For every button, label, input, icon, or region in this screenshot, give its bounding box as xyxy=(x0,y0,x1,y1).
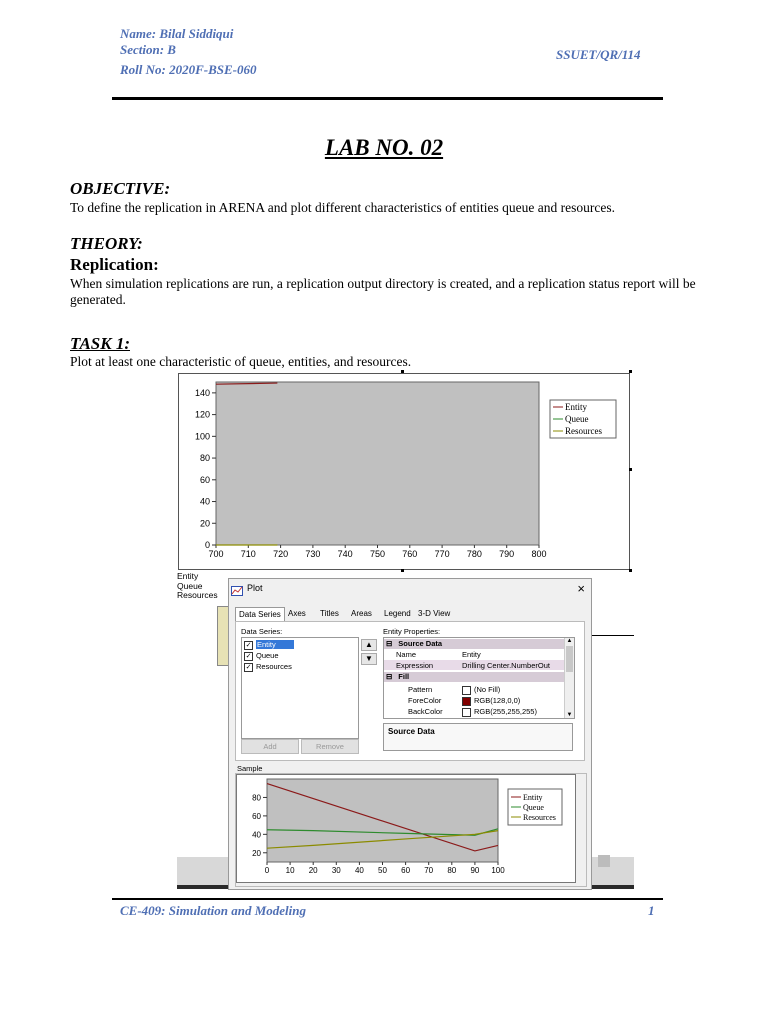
footer-rule xyxy=(112,898,663,900)
x-tick-label: 770 xyxy=(434,549,450,559)
side-label: Entity xyxy=(177,571,199,581)
legend-label: Entity xyxy=(565,402,587,412)
y-tick-label: 0 xyxy=(204,540,210,550)
x-tick-label: 20 xyxy=(308,866,318,875)
x-tick-label: 0 xyxy=(264,866,270,875)
series-item-resources[interactable]: ✓ Resources xyxy=(245,662,292,671)
legend-label: Queue xyxy=(565,414,589,424)
objective-heading: OBJECTIVE: xyxy=(70,179,171,198)
side-label-list xyxy=(177,572,218,601)
resize-handle[interactable] xyxy=(401,569,404,572)
x-tick-label: 760 xyxy=(402,549,418,559)
student-roll: Roll No: 2020F-BSE-060 xyxy=(120,62,257,77)
side-label: Queue xyxy=(177,580,203,591)
x-tick-label: 100 xyxy=(491,866,505,875)
sample-chart xyxy=(236,774,577,884)
swatch-icon xyxy=(462,697,471,706)
tab-3d-view[interactable]: 3-D View xyxy=(418,609,451,618)
description-title: Source Data xyxy=(388,727,435,736)
page-title: LAB NO. 02 xyxy=(324,135,444,160)
expression-value[interactable]: Drilling Center.NumberOut xyxy=(462,661,550,670)
side-label: Resources xyxy=(177,590,218,600)
pattern-label: Pattern xyxy=(408,685,433,694)
swatch-icon xyxy=(462,708,471,717)
backcolor-label: BackColor xyxy=(408,707,443,716)
pattern-value[interactable]: (No Fill) xyxy=(462,685,500,695)
scroll-up-icon: ▲ xyxy=(566,638,573,644)
group-fill[interactable]: ⊟ Fill xyxy=(384,672,564,682)
remove-button[interactable]: Remove xyxy=(301,739,359,754)
resize-handle[interactable] xyxy=(629,370,632,373)
x-tick-label: 740 xyxy=(337,549,353,559)
legend-label: Queue xyxy=(523,803,544,812)
theory-text-line1: When simulation replications are run, a replication output directory is created, and a replication status report will be xyxy=(70,276,696,291)
theory-text-line2: generated. xyxy=(70,292,126,307)
data-series-label: Data Series: xyxy=(241,627,283,636)
property-scrollbar[interactable] xyxy=(564,638,574,718)
y-tick-label: 60 xyxy=(252,811,261,821)
objective-text: To define the replication in ARENA and plot different characteristics of entities queue and resources. xyxy=(70,200,615,215)
checkbox-checked-icon[interactable]: ✓ xyxy=(245,641,252,649)
dialog-title: Plot xyxy=(247,583,263,593)
expression-label: Expression xyxy=(396,661,434,670)
y-tick-label: 20 xyxy=(199,518,210,529)
plot-app-icon xyxy=(231,583,243,593)
series-item-queue[interactable]: ✓ Queue xyxy=(245,651,279,660)
header-rule xyxy=(112,97,663,100)
x-tick-label: 10 xyxy=(285,866,295,875)
plot-area xyxy=(216,382,539,545)
x-tick-label: 710 xyxy=(240,549,256,559)
x-tick-label: 800 xyxy=(531,549,547,559)
name-label: Name xyxy=(396,650,417,659)
student-section: Section: B xyxy=(120,42,176,57)
swatch-icon xyxy=(462,686,471,695)
legend-label: Resources xyxy=(523,813,556,822)
y-tick-label: 20 xyxy=(252,848,261,858)
document-code: SSUET/QR/114 xyxy=(556,47,641,62)
x-tick-label: 70 xyxy=(424,866,434,875)
move-up-icon[interactable]: ▲ xyxy=(361,639,377,651)
checkbox-checked-icon[interactable]: ✓ xyxy=(245,663,252,671)
scroll-down-icon: ▼ xyxy=(566,712,573,718)
close-icon[interactable]: × xyxy=(577,581,585,596)
tab-axes[interactable]: Axes xyxy=(288,609,306,618)
x-tick-label: 50 xyxy=(378,866,387,875)
move-down-icon[interactable]: ▼ xyxy=(361,653,377,665)
x-tick-label: 780 xyxy=(466,549,482,559)
student-name: Name: Bilal Siddiqui xyxy=(120,26,234,41)
property-grid[interactable] xyxy=(383,637,575,719)
data-series-list[interactable] xyxy=(241,637,359,739)
background-line xyxy=(590,635,634,636)
tab-areas[interactable]: Areas xyxy=(351,609,372,618)
y-tick-label: 40 xyxy=(199,496,210,507)
resize-handle[interactable] xyxy=(629,468,632,471)
scroll-thumb[interactable] xyxy=(598,855,610,867)
collapse-icon: ⊟ xyxy=(386,639,393,648)
checkbox-checked-icon[interactable]: ✓ xyxy=(245,652,252,660)
legend-label: Entity xyxy=(523,793,543,802)
add-button[interactable]: Add xyxy=(241,739,299,754)
x-tick-label: 720 xyxy=(273,549,289,559)
forecolor-value[interactable]: RGB(128,0,0) xyxy=(462,696,520,706)
footer-course: CE-409: Simulation and Modeling xyxy=(120,903,307,918)
x-tick-label: 90 xyxy=(470,866,480,875)
entity-properties-label: Entity Properties: xyxy=(383,627,441,636)
resize-handle[interactable] xyxy=(401,370,404,373)
x-tick-label: 60 xyxy=(401,866,411,875)
series-item-entity[interactable]: ✓ Entity xyxy=(244,640,344,650)
y-tick-label: 60 xyxy=(199,474,210,485)
page-number: 1 xyxy=(648,903,655,918)
x-tick-label: 700 xyxy=(208,549,224,559)
y-tick-label: 80 xyxy=(252,793,261,803)
forecolor-label: ForeColor xyxy=(408,696,442,705)
group-source-data[interactable]: ⊟ Source Data xyxy=(384,639,564,649)
x-tick-label: 80 xyxy=(447,866,457,875)
y-tick-label: 120 xyxy=(194,409,210,420)
dialog-tabs xyxy=(235,607,585,621)
y-tick-label: 140 xyxy=(194,387,210,398)
legend-label: Resources xyxy=(565,426,602,436)
scroll-thumb[interactable] xyxy=(566,646,573,672)
main-plot xyxy=(178,370,634,573)
y-tick-label: 40 xyxy=(252,830,261,840)
name-value[interactable]: Entity xyxy=(462,650,481,659)
description-box xyxy=(383,723,573,751)
x-tick-label: 40 xyxy=(354,866,364,875)
x-tick-label: 750 xyxy=(369,549,386,559)
tab-data-series[interactable]: Data Series xyxy=(235,607,285,622)
tab-titles[interactable]: Titles xyxy=(320,609,339,618)
y-tick-label: 100 xyxy=(194,431,210,442)
resize-handle[interactable] xyxy=(629,569,632,572)
task-heading: TASK 1: xyxy=(70,334,130,353)
x-tick-label: 790 xyxy=(499,549,515,559)
collapse-icon: ⊟ xyxy=(386,672,393,681)
sample-label: Sample xyxy=(237,764,263,773)
x-tick-label: 30 xyxy=(331,866,341,875)
y-tick-label: 80 xyxy=(199,453,210,464)
tab-legend[interactable]: Legend xyxy=(384,609,411,618)
task-text: Plot at least one characteristic of queue, entities, and resources. xyxy=(70,354,412,369)
replication-heading: Replication: xyxy=(70,255,159,274)
x-tick-label: 730 xyxy=(305,549,321,559)
backcolor-value[interactable]: RGB(255,255,255) xyxy=(462,707,537,717)
theory-heading: THEORY: xyxy=(70,234,143,253)
